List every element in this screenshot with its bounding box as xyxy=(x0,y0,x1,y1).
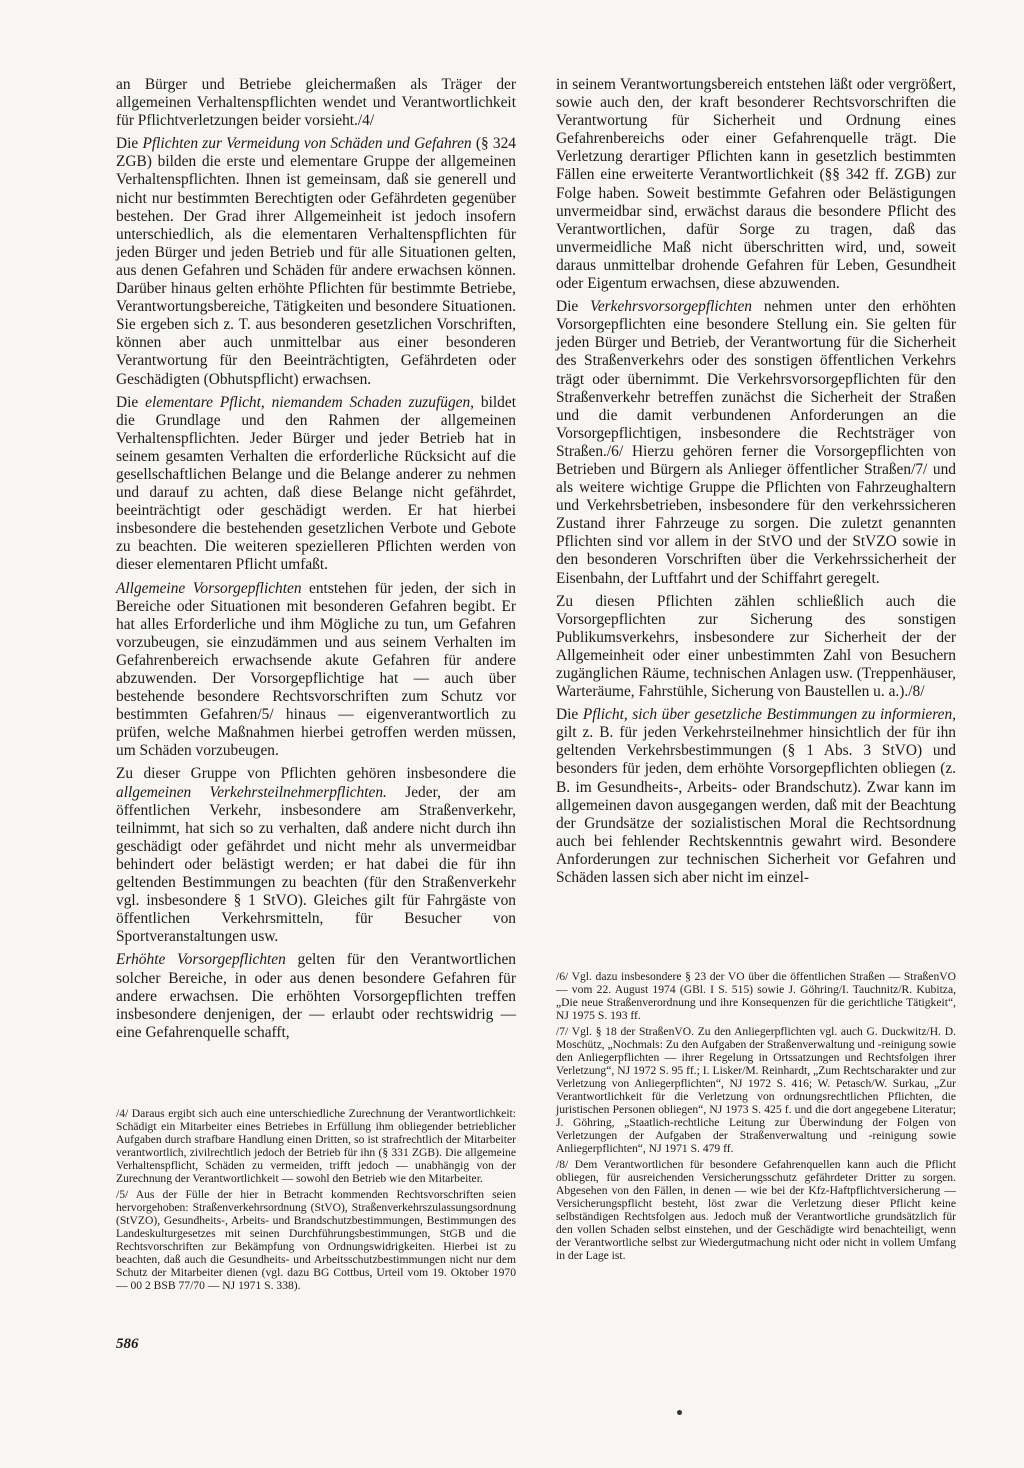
emphasis: Erhöhte Vorsorgepflichten xyxy=(116,951,286,969)
paragraph: an Bürger und Betriebe gleichermaßen als Träger der allgemeinen Verhaltenspflichten wendet und Verantwortlichkeit für Pflichtverletzungen beider vorsieht./4/ xyxy=(116,76,516,130)
right-footnotes xyxy=(556,970,956,1265)
footnote-4: /4/ Daraus ergibt sich auch eine unterschiedliche Zurechnung der Verantwortlichkeit: Schädigt ein Mitarbeiter eines Betriebes in Erfüllung ihm obliegender betrieblicher Aufgaben durch strafbare Handlung einen Dritten, so ist strafrechtlich der Mitarbeiter verantwortlich, zivilrechtlich jedoch der Betrieb für ihn (§ 331 ZGB). Die allgemeine Verhaltenspflicht, Schäden zu vermeiden, trifft jedoch — unabhängig von der Zurechnung der Verantwortlichkeit — sowohl den Betrieb wie den Mitarbeiter. xyxy=(116,1107,516,1185)
emphasis: Verkehrsvorsorgepflichten xyxy=(590,298,752,316)
paragraph: Die Pflichten zur Vermeidung von Schäden und Gefahren (§ 324 ZGB) bilden die erste und elementare Gruppe der allgemeinen Verhaltenspflichten. Ihnen ist gemeinsam, daß sie generell und nicht nur bestimmten Berechtigten oder Gefährdeten gegenüber bestehen. Der Grad ihrer Allgemeinheit ist jedoch insofern unterschiedlich, als die elementaren Verhaltenspflichten für jeden Bürger und jeden Betrieb und für alle Situationen gelten, aus denen Gefahren und Schäden für andere erwachsen können. Darüber hinaus gelten erhöhte Pflichten für bestimmte Betriebe, Verantwortungsbereiche, Tätigkeiten und besondere Situationen. Sie ergeben sich z. T. aus besonderen gesetzlichen Vorschriften, können aber auch unmittelbar aus einer besonderen Verantwortung für den Beeinträchtigten, Gefährdeten oder Geschädigten (Obhutspflicht) erwachsen. xyxy=(116,135,516,388)
emphasis: allgemeinen Verkehrsteilnehmerpflichten. xyxy=(116,783,387,801)
paragraph: Erhöhte Vorsorgepflichten gelten für den Verantwortlichen solcher Bereiche, in oder aus denen besondere Gefahren für andere erwachsen. Die erhöhten Vorsorgepflichten treffen insbesondere denjenigen, der — erlaubt oder rechtswidrig — eine Gefahrenquelle schafft, xyxy=(116,951,516,1041)
stray-dot-mark xyxy=(677,1410,682,1415)
paragraph: in seinem Verantwortungsbereich entstehen läßt oder vergrößert, sowie auch den, der kraft besonderer Rechtsvorschriften die Verantwortung für Sicherheit und Ordnung eines Gefahrenbereichs oder einer Gefahrenquelle trägt. Die Verletzung derartiger Pflichten kann in gesetzlich bestimmten Fällen eine erweiterte Verantwortlichkeit (§§ 342 ff. ZGB) zur Folge haben. Soweit bestimmte Gefahren oder Belästigungen unvermeidbar sind, erwächst daraus die besondere Pflicht des Verantwortlichen, dafür Sorge zu tragen, daß das unvermeidliche Maß nicht überschritten wird, und, soweit daraus unmittelbar drohende Gefahren für Leben, Gesundheit oder Eigentum erwachsen, diese abzuwenden. xyxy=(556,76,956,293)
paragraph: Die elementare Pflicht, niemandem Schaden zuzufügen, bildet die Grundlage und den Rahmen der allgemeinen Verhaltenspflichten. Jeder Bürger und jeder Betrieb hat in seinem gesamten Verhalten die erforderliche Rücksicht auf die gesellschaftlichen Belange und die Belange anderer zu nehmen und darauf zu achten, daß diese Belange nicht gefährdet, beeinträchtigt oder geschädigt werden. Er hat hierbei insbesondere die bestehenden gesetzlichen Verbote und Gebote zu beachten. Die weiteren spezielleren Pflichten werden von dieser elementaren Pflicht umfaßt. xyxy=(116,393,516,574)
emphasis: Allgemeine Vorsorgepflichten xyxy=(116,579,302,597)
emphasis: elementare Pflicht, niemandem Schaden zuzufügen, xyxy=(145,393,475,411)
page-number: 586 xyxy=(116,1336,139,1352)
emphasis: Pflicht, sich über gesetzliche Bestimmungen zu informieren, xyxy=(582,706,956,724)
left-footnotes xyxy=(116,1107,516,1295)
paragraph: Zu diesen Pflichten zählen schließlich auch die Vorsorgepflichten zur Sicherung des sonstigen Publikumsverkehrs, insbesondere zur Sicherheit der der Allgemeinheit oder einer unbestimmten Zahl von Besuchern zugänglichen Räume, technischen Anlagen usw. (Treppenhäuser, Warteräume, Fahrstühle, Sicherung von Baustellen u. a.)./8/ xyxy=(556,592,956,701)
paragraph: Allgemeine Vorsorgepflichten entstehen für jeden, der sich in Bereiche oder Situationen mit besonderen Gefahren begibt. Er hat alles Erforderliche und ihm Mögliche zu tun, um Gefahren vorzubeugen, sie einzudämmen und aus seinem Verhalten im Gefahrenbereich erwachsende akute Gefahren für andere abzuwenden. Der Vorsorgepflichtige hat — auch über bestehende besondere Rechtsvorschriften zum Schutz vor bestimmten Gefahren/5/ hinaus — eigenverantwortlich zu prüfen, welche Maßnahmen hierbei getroffen werden müssen, um Schäden vorzubeugen. xyxy=(116,579,517,760)
right-column xyxy=(556,76,956,892)
emphasis: Pflichten zur Vermeidung von Schäden und Gefahren xyxy=(142,135,472,153)
footnote-8: /8/ Dem Verantwortlichen für besondere Gefahrenquellen kann auch die Pflicht obliegen, für ausreichenden Versicherungsschutz gefährdeter Dritter zu sorgen. Abgesehen von den Fällen, in denen — wie bei der Kfz-Haftpflichtversicherung — Versicherungspflicht besteht, löst zwar die Verletzung dieser Pflicht keine selbständigen Rechtsfolgen aus. Jedoch muß der Verantwortliche grundsätzlich für den vollen Schaden selbst einstehen, und der Geschädigte wird benachteiligt, wenn der Verantwortliche selbst zur Wiedergutmachung nicht oder nicht in vollem Umfang in der Lage ist. xyxy=(556,1158,956,1262)
footnote-6: /6/ Vgl. dazu insbesondere § 23 der VO über die öffentlichen Straßen — StraßenVO — vom 22. August 1974 (GBl. I S. 515) sowie J. Göhring/I. Tauchnitz/R. Kubitza, „Die neue Straßenverordnung und ihre Konsequenzen für die gerichtliche Tätigkeit“, NJ 1975 S. 193 ff. xyxy=(556,970,956,1022)
footnote-5: /5/ Aus der Fülle der hier in Betracht kommenden Rechtsvorschriften seien hervorgehoben: Straßenverkehrsordnung (StVO), Straßenverkehrszulassungsordnung (StVZO), Gesundheits-, Arbeits- und Brandschutzbestimmungen, Bestimmungen des Landeskulturgesetzes mit seinen Durchführungsbestimmungen, StGB und die Rechtsvorschriften zur Bekämpfung von Ordnungswidrigkeiten. Hierbei ist zu beachten, daß auch die Gesundheits- und Arbeitsschutzbestimmungen nicht nur dem Schutz der Mitarbeiter dienen (vgl. dazu BG Cottbus, Urteil vom 19. Oktober 1970 — 00 2 BSB 77/70 — NJ 1971 S. 338). xyxy=(116,1188,516,1292)
footnote-7: /7/ Vgl. § 18 der StraßenVO. Zu den Anliegerpflichten vgl. auch G. Duckwitz/H. D. Moschütz, „Nochmals: Zu den Aufgaben der Straßenverwaltung und -reinigung sowie den Anliegerpflichten — ihrer Regelung in Ortssatzungen und Rechtsfolgen ihrer Verletzung“, NJ 1972 S. 95 ff.; I. Lisker/M. Reinhardt, „Zum Rechtscharakter und zur Verletzung von Anliegerpflichten“, NJ 1972 S. 416; W. Petasch/W. Surkau, „Zur Verantwortlichkeit für die Verletzung von ordnungsrechtlichen Pflichten, die juristischen Personen obliegen“, NJ 1973 S. 425 f. und die dort angegebene Literatur; J. Göhring, „Staatlich-rechtliche Leitung zur Überwindung der Folgen von Verletzungen der Aufgaben der Straßenverwaltung und -reinigung sowie Anliegerpflichten“, NJ 1971 S. 479 ff. xyxy=(556,1025,956,1155)
paragraph: Die Pflicht, sich über gesetzliche Bestimmungen zu informieren, gilt z. B. für jeden Verkehrsteilnehmer hinsichtlich der für ihn geltenden Verkehrsbestimmungen (§ 1 Abs. 3 StVO) und besonders für jeden, dem erhöhte Vorsorgepflichten obliegen (z. B. im Gesundheits-, Arbeits- oder Brandschutz). Zwar kann im allgemeinen davon ausgegangen werden, daß mit der Beachtung der Grundsätze der sozialistischen Moral die Rechtsordnung auch bei fehlender Rechtskenntnis gewahrt wird. Besondere Anforderungen zur technischen Sicherheit vor Gefahren und Schäden lassen sich aber nicht im einzel- xyxy=(556,706,956,887)
paragraph: Die Verkehrsvorsorgepflichten nehmen unter den erhöhten Vorsorgepflichten eine besondere Stellung ein. Sie gelten für jeden Bürger und Betrieb, der Verantwortung für die Sicherheit des Straßenverkehrs oder des sonstigen öffentlichen Verkehrs trägt oder übernimmt. Die Verkehrsvorsorgepflichten für den Straßenverkehr betreffen zunächst die Sicherheit der Straßen und die damit verbundenen Anforderungen an die Vorsorgepflichtigen, insbesondere die Rechtsträger von Straßen./6/ Hierzu gehören ferner die Vorsorgepflichten von Betrieben und Bürgern als Anlieger öffentlicher Straßen/7/ und als weitere wichtige Gruppe die Pflichten von Fahrzeughaltern und Verkehrsbetrieben, insbesondere für den verkehrssicheren Zustand ihrer Fahrzeuge zu sorgen. Die zuletzt genannten Pflichten sind vor allem in der StVO und der StVZO sowie in den besonderen Vorschriften über die Verkehrssicherheit der Eisenbahn, der Luftfahrt und der Schiffahrt geregelt. xyxy=(556,298,956,587)
left-column xyxy=(116,76,516,1047)
paragraph: Zu dieser Gruppe von Pflichten gehören insbesondere die allgemeinen Verkehrsteilnehmerpflichten. Jeder, der am öffentlichen Verkehr, insbesondere am Straßenverkehr, teilnimmt, hat sich so zu verhalten, daß andere nicht durch ihn geschädigt oder gefährdet und nicht mehr als unvermeidbar behindert oder belästigt werden; er hat dabei die für ihn geltenden Bestimmungen zu beachten (für den Straßenverkehr vgl. insbesondere § 1 StVO). Gleiches gilt für Fahrgäste von öffentlichen Verkehrsmitteln, für Besucher von Sportveranstaltungen usw. xyxy=(116,765,517,946)
